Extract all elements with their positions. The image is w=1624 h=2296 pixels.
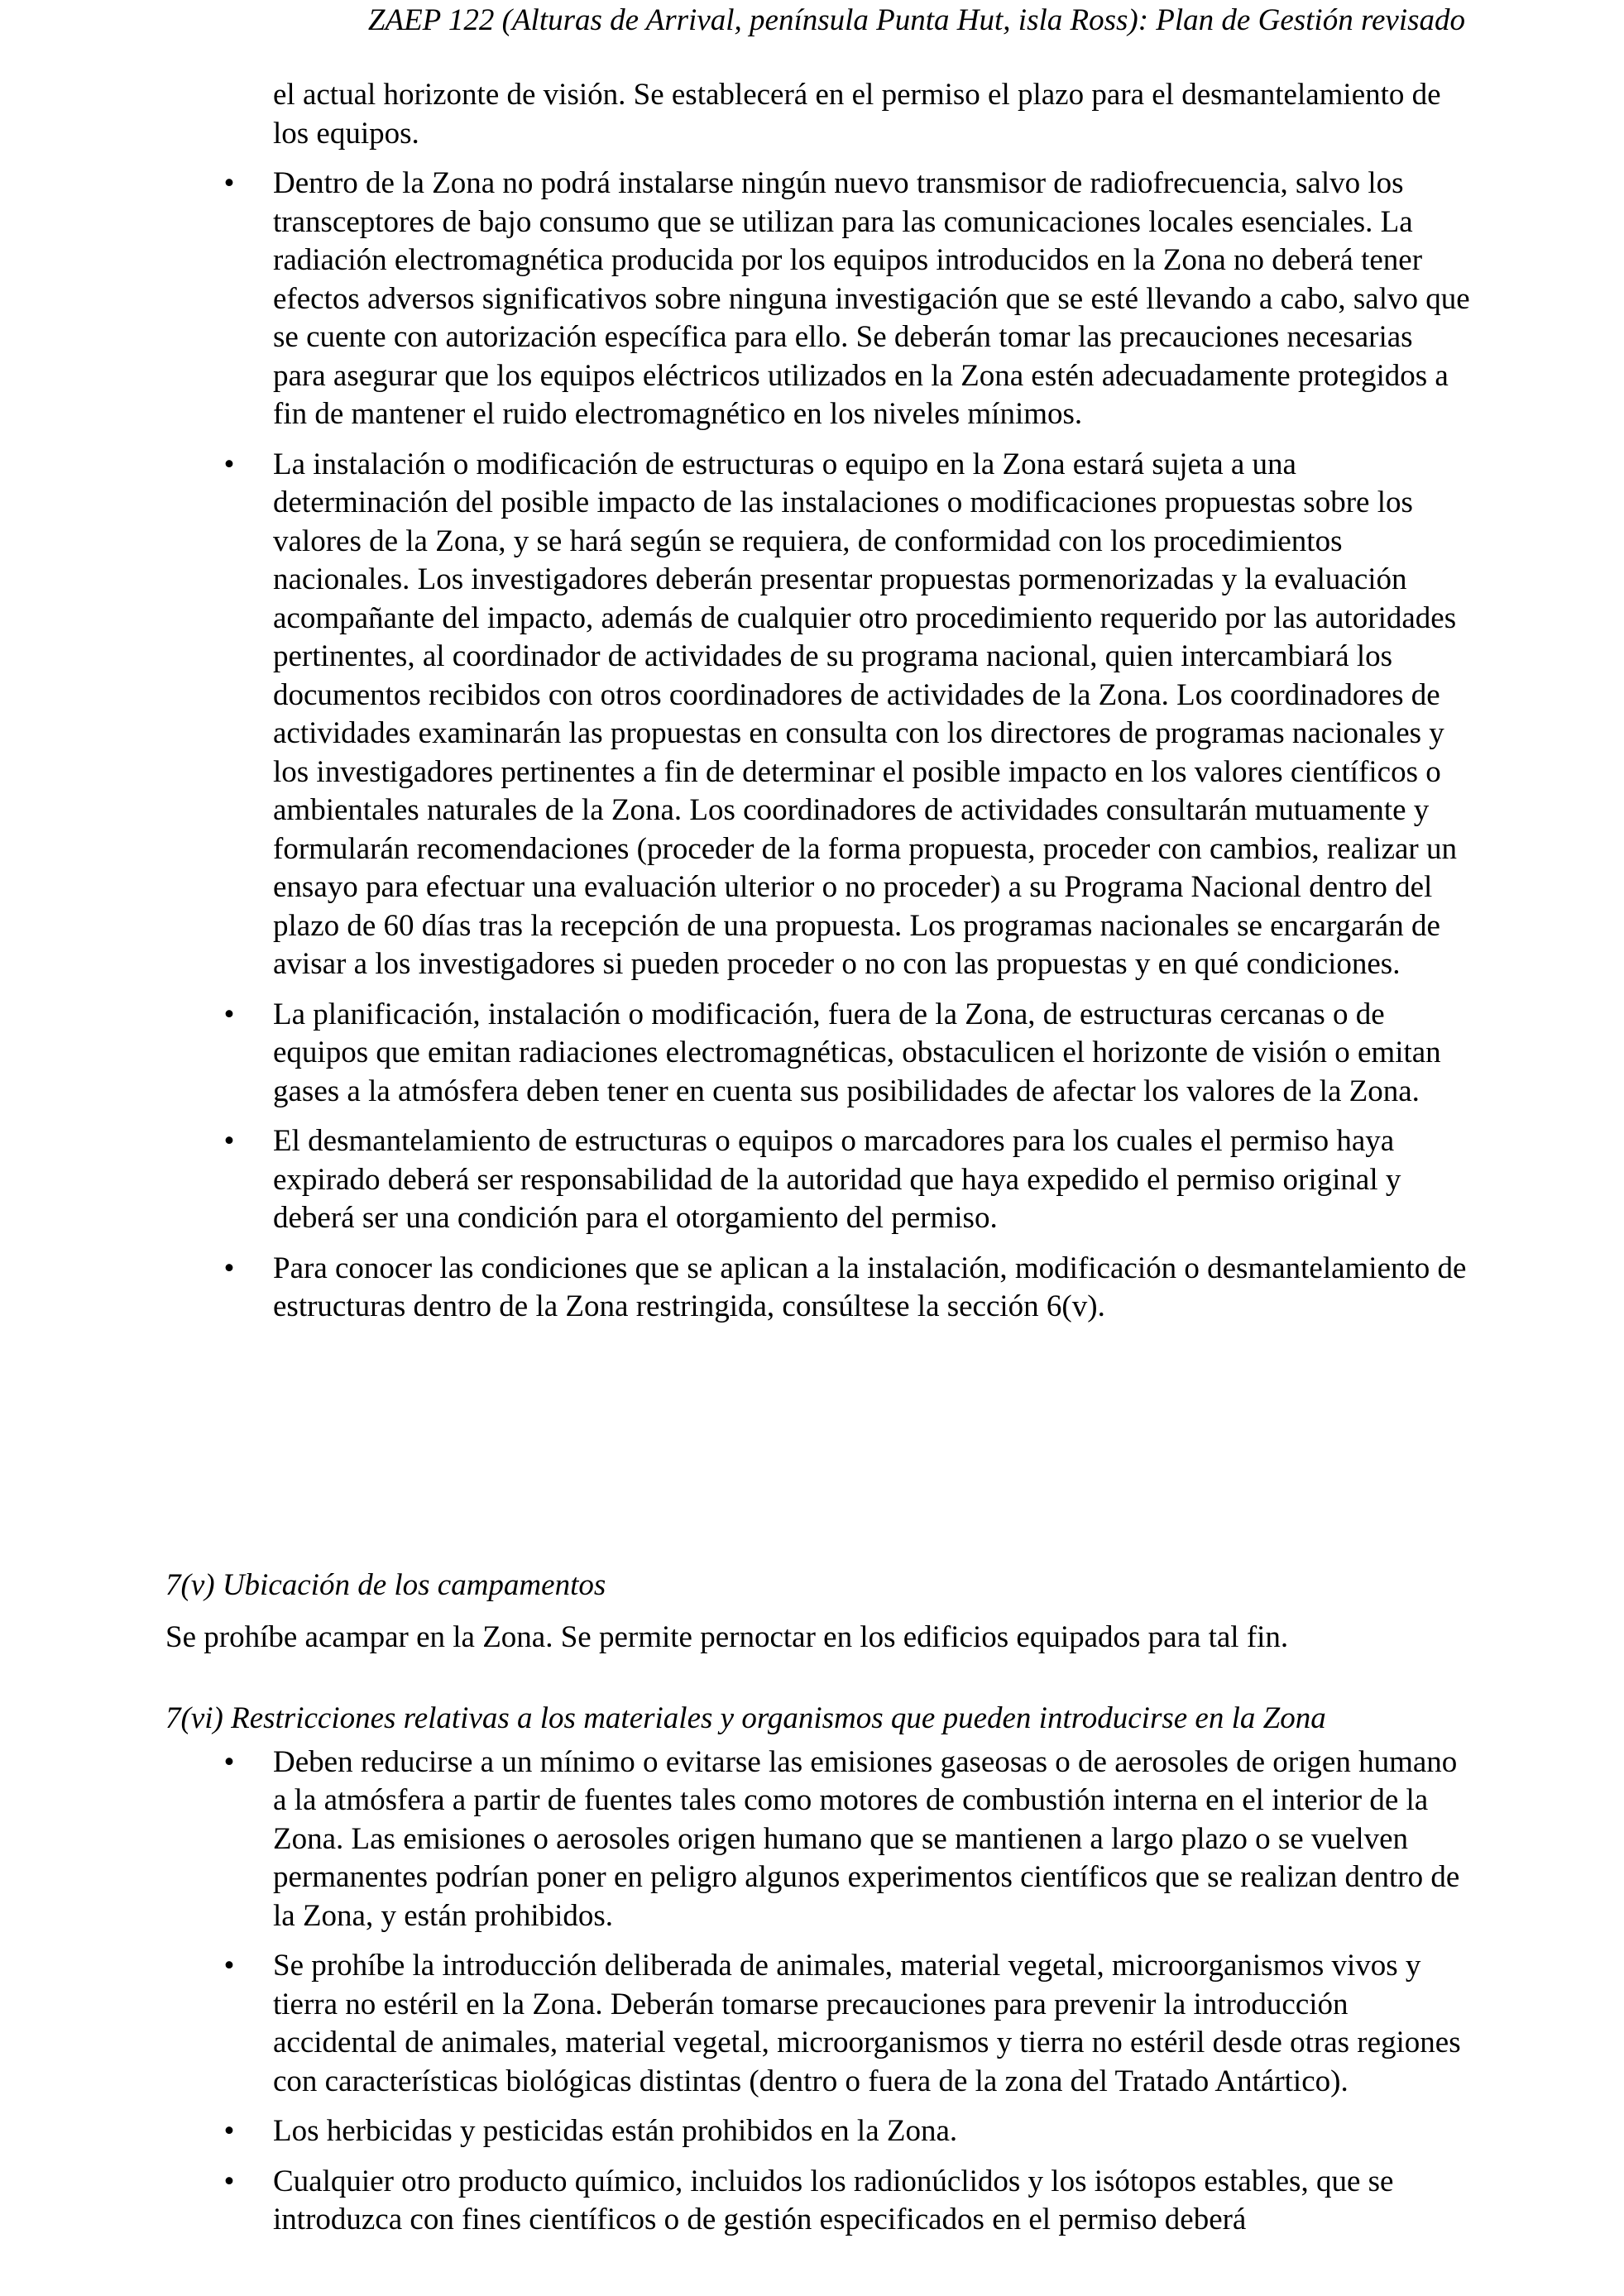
bullet-icon: •	[223, 2114, 235, 2148]
bullet-icon: •	[223, 1744, 235, 1779]
section-heading: 7(v) Ubicación de los campamentos	[165, 1568, 606, 1602]
section-paragraph: Se prohíbe acampar en la Zona. Se permite pernoctar en los edificios equipados para tal fin.	[165, 1619, 1289, 1654]
list-item-text: el actual horizonte de visión. Se establecerá en el permiso el plazo para el desmantelamiento de los equipos.	[273, 78, 1441, 151]
list-item	[165, 996, 1473, 1112]
list-item-text: La instalación o modificación de estructuras o equipo en la Zona estará sujeta a una determinación del posible impacto de las instalaciones o modificaciones propuestas sobre los valores de la Zona, y se hará según se requiera, de conformidad con los procedimientos nacionales. Los investigadores deberán presentar propuestas pormenorizadas y la evaluación acompañante del impacto, además de cualquier otro procedimiento requerido por las autoridades pertinentes, al coordinador de actividades de su programa nacional, quien intercambiará los documentos recibidos con otros coordinadores de actividades de la Zona. Los coordinadores de actividades examinarán las propuestas en consulta con los directores de programas nacionales y los investigadores pertinentes a fin de determinar el posible impacto en los valores científicos o ambientales naturales de la Zona. Los coordinadores de actividades consultarán mutuamente y formularán recomendaciones (proceder de la forma propuesta, proceder con cambios, realizar un ensayo para efectuar una evaluación ulterior o no proceder) a su Programa Nacional dentro del plazo de 60 días tras la recepción de una propuesta. Los programas nacionales se encargarán de avisar a los investigadores si pueden proceder o no con las propuestas y en qué condiciones.	[273, 447, 1458, 981]
list-item	[165, 2163, 1473, 2240]
section-heading: 7(vi) Restricciones relativas a los materiales y organismos que pueden introducirse en la Zona	[165, 1701, 1326, 1735]
list-item-text: Para conocer las condiciones que se aplican a la instalación, modificación o desmantelamiento de estructuras dentro de la Zona restringida, consúltese la sección 6(v).	[273, 1251, 1467, 1323]
list-item	[165, 1947, 1473, 2101]
list-item-continuation	[165, 76, 1473, 153]
list-item	[165, 165, 1473, 434]
bullet-icon: •	[223, 2164, 235, 2198]
list-item	[165, 1122, 1473, 1238]
bullet-icon: •	[223, 997, 235, 1031]
bullet-icon: •	[223, 1949, 235, 1983]
list-item	[165, 1744, 1473, 1936]
section-restricciones	[165, 1700, 1473, 2251]
section-campamentos	[165, 1567, 1489, 1675]
running-header: ZAEP 122 (Alturas de Arrival, península Punta Hut, isla Ross): Plan de Gestión revisado	[367, 3, 1465, 37]
document-body	[165, 76, 1473, 1338]
bullet-icon: •	[223, 166, 235, 200]
bullet-icon: •	[223, 1124, 235, 1158]
bullet-list-structures	[165, 76, 1473, 1327]
list-item-text: Deben reducirse a un mínimo o evitarse las emisiones gaseosas o de aerosoles de origen humano a la atmósfera a partir de fuentes tales como motores de combustión interna en el interior de la Zona. Las emisiones o aerosoles origen humano que se mantienen a largo plazo o se vuelven permanentes podrían poner en peligro algunos experimentos científicos que se realizan dentro de la Zona, y están prohibidos.	[273, 1744, 1460, 1933]
bullet-icon: •	[223, 447, 235, 481]
list-item	[165, 446, 1473, 984]
list-item	[165, 1250, 1473, 1327]
list-item-text: Se prohíbe la introducción deliberada de animales, material vegetal, microorganismos vivos y tierra no estéril en la Zona. Deberán tomarse precauciones para prevenir la introducción accidental de animales, material vegetal, microorganismos y tierra no estéril desde otras regiones con características biológicas distintas (dentro o fuera de la zona del Tratado Antártico).	[273, 1949, 1461, 2098]
list-item	[165, 2112, 1473, 2151]
bullet-icon: •	[223, 1251, 235, 1285]
list-item-text: Los herbicidas y pesticidas están prohibidos en la Zona.	[273, 2114, 958, 2148]
list-item-text: Cualquier otro producto químico, incluidos los radionúclidos y los isótopos estables, que se introduzca con fines científicos o de gestión especificados en el permiso deberá	[273, 2164, 1394, 2236]
list-item-text: El desmantelamiento de estructuras o equipos o marcadores para los cuales el permiso haya expirado deberá ser responsabilidad de la autoridad que haya expedido el permiso original y deberá ser una condición para el otorgamiento del permiso.	[273, 1124, 1401, 1235]
bullet-list-restricciones	[165, 1744, 1473, 2240]
list-item-text: La planificación, instalación o modificación, fuera de la Zona, de estructuras cercanas o de equipos que emitan radiaciones electromagnéticas, obstaculicen el horizonte de visión o emitan gases a la atmósfera deben tener en cuenta sus posibilidades de afectar los valores de la Zona.	[273, 997, 1441, 1108]
list-item-text: Dentro de la Zona no podrá instalarse ningún nuevo transmisor de radiofrecuencia, salvo los transceptores de bajo consumo que se utilizan para las comunicaciones locales esenciales. La radiación electromagnética producida por los equipos introducidos en la Zona no deberá tener efectos adversos significativos sobre ninguna investigación que se esté llevando a cabo, salvo que se cuente con autorización específica para ello. Se deberán tomar las precauciones necesarias para asegurar que los equipos eléctricos utilizados en la Zona estén adecuadamente protegidos a fin de mantener el ruido electromagnético en los niveles mínimos.	[273, 166, 1470, 431]
